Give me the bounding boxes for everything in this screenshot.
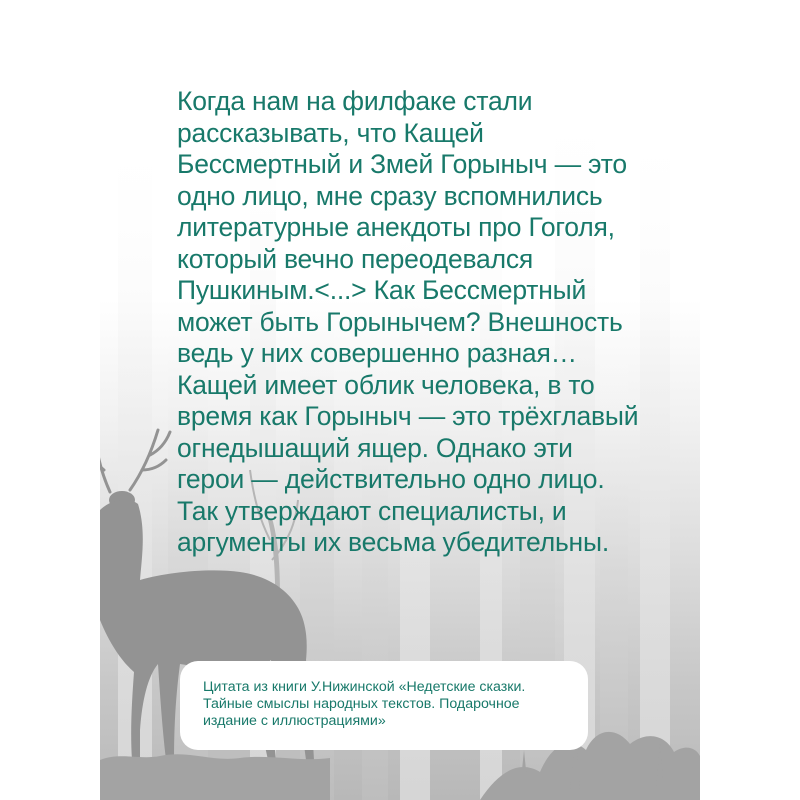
quote-line: время как Горыныч — это трёхглавый bbox=[177, 401, 639, 431]
quote-line: Пушкиным.<...> Как Бессмертный bbox=[177, 275, 587, 305]
quote-line: который вечно переодевался bbox=[177, 243, 534, 274]
quote-line: Бессмертный и Змей Горыныч — это bbox=[177, 149, 627, 179]
book-page bbox=[100, 0, 700, 800]
citation-line: издание с иллюстрациями» bbox=[203, 713, 386, 729]
quote-line: литературные анекдоты про Гоголя, bbox=[177, 212, 615, 242]
quote-line: рассказывать, что Кащей bbox=[177, 117, 484, 148]
quote-line: огнедышащий ящер. Однако эти bbox=[177, 432, 573, 463]
quote-line: Когда нам на филфаке стали bbox=[177, 86, 533, 116]
citation-card bbox=[180, 661, 588, 750]
citation-line: Цитата из книги У.Нижинской «Недетские сказки. bbox=[203, 679, 526, 695]
quote-line: Кащей имеет облик человека, в то bbox=[177, 369, 595, 400]
quote-line: ведь у них совершенно разная… bbox=[177, 338, 577, 368]
quote-text bbox=[177, 86, 677, 559]
quote-line: герои — действительно одно лицо. bbox=[177, 464, 605, 494]
quote-line: может быть Горынычем? Внешность bbox=[177, 306, 623, 337]
quote-line: одно лицо, мне сразу вспомнились bbox=[177, 180, 603, 211]
quote-line: Так утверждают специалисты, и bbox=[177, 495, 567, 526]
citation-line: Тайные смыслы народных текстов. Подарочное bbox=[203, 696, 520, 712]
quote-line: аргументы их весьма убедительны. bbox=[177, 527, 610, 557]
